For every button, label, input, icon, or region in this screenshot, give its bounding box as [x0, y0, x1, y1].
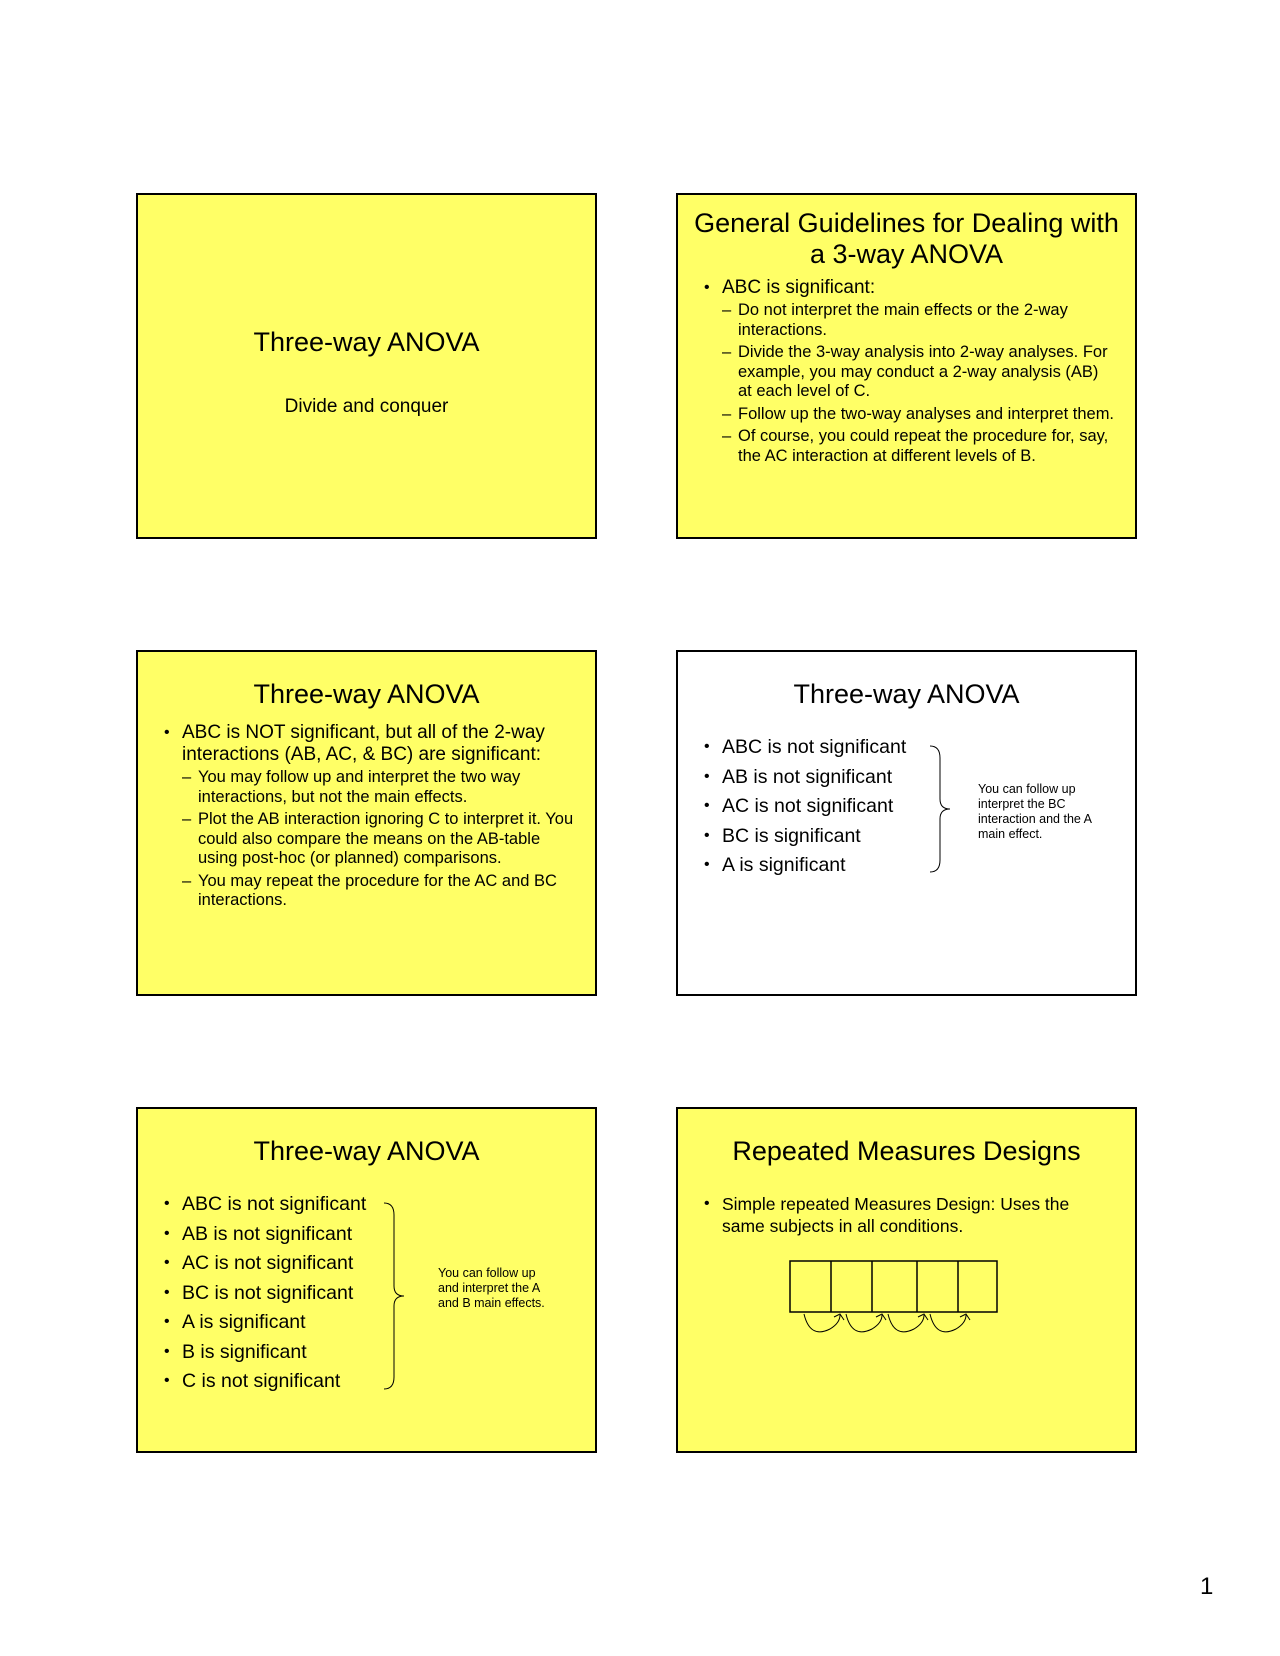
bullet-item	[164, 722, 574, 911]
slide-title: Repeated Measures Designs	[732, 1136, 1081, 1166]
bullet-item: • Simple repeated Measures Design: Uses the same subjects in all conditions.	[704, 1193, 1094, 1237]
bullet-item: • ABC is not significant	[164, 1192, 366, 1222]
title-line-2: a 3-way ANOVA	[809, 239, 1004, 269]
bullet-list	[164, 722, 574, 914]
slide-subtitle: Divide and conquer	[284, 396, 449, 417]
sub-bullet-item: – Plot the AB interaction ignoring C to interpret it. You could also compare the means on the AB-table using post-hoc (or planned) comparisons.	[182, 810, 574, 869]
sub-bullet-item: – You may repeat the procedure for the AC and BC interactions.	[182, 872, 574, 911]
bullet-list	[704, 277, 1116, 469]
bullet-text: ABC is NOT significant, but all of the 2-way interactions (AB, AC, & BC) are significant:	[182, 722, 545, 765]
bullet-item: • BC is significant	[704, 824, 906, 854]
slide-title	[678, 208, 1135, 270]
slide-4	[676, 650, 1137, 996]
slide-title: Three-way ANOVA	[253, 1136, 480, 1166]
bullet-item: • A is significant	[164, 1310, 366, 1340]
bullet-item: • A is significant	[704, 853, 906, 883]
follow-up-note: You can follow up interpret the BC interaction and the A main effect.	[978, 782, 1092, 841]
slide-title: Three-way ANOVA	[253, 679, 480, 709]
slide-2	[676, 193, 1137, 539]
bullet-list	[704, 735, 906, 883]
bullet-item: • AB is not significant	[164, 1222, 366, 1252]
bullet-item	[704, 277, 1116, 466]
bullet-item: • ABC is not significant	[704, 735, 906, 765]
bullet-item: • C is not significant	[164, 1369, 366, 1399]
bullet-list	[164, 1192, 366, 1399]
slide-title: Three-way ANOVA	[793, 679, 1020, 709]
sub-bullet-list	[722, 301, 1116, 466]
bullet-item: • BC is not significant	[164, 1281, 366, 1311]
bullet-item: • B is significant	[164, 1340, 366, 1370]
bullet-text: ABC is significant:	[722, 277, 876, 298]
slide-6	[676, 1107, 1137, 1453]
sub-bullet-item: – Follow up the two-way analyses and interpret them.	[722, 405, 1116, 425]
bullet-list	[704, 1193, 1094, 1237]
slide-1	[136, 193, 597, 539]
repeated-measures-diagram	[788, 1259, 1003, 1349]
sub-bullet-item: – You may follow up and interpret the two way interactions, but not the main effects.	[182, 768, 574, 807]
conditions-box	[790, 1261, 997, 1312]
slide-3	[136, 650, 597, 996]
bullet-item: • AB is not significant	[704, 765, 906, 795]
bullet-item: • AC is not significant	[704, 794, 906, 824]
slide-5	[136, 1107, 597, 1453]
sub-bullet-item: – Of course, you could repeat the procedure for, say, the AC interaction at different levels of B.	[722, 427, 1116, 466]
bullet-item: • AC is not significant	[164, 1251, 366, 1281]
page-number: 1	[1200, 1573, 1214, 1600]
follow-up-note: You can follow up and interpret the A and B main effects.	[438, 1266, 545, 1310]
title-line-1: General Guidelines for Dealing with	[694, 208, 1119, 238]
sub-bullet-list	[182, 768, 574, 911]
slide-title: Three-way ANOVA	[253, 327, 480, 357]
sub-bullet-item: – Divide the 3-way analysis into 2-way analyses. For example, you may conduct a 2-way analysis (AB) at each level of C.	[722, 343, 1116, 402]
curly-brace-icon	[928, 744, 958, 874]
curly-brace-icon	[382, 1201, 412, 1391]
sub-bullet-item: – Do not interpret the main effects or the 2-way interactions.	[722, 301, 1116, 340]
